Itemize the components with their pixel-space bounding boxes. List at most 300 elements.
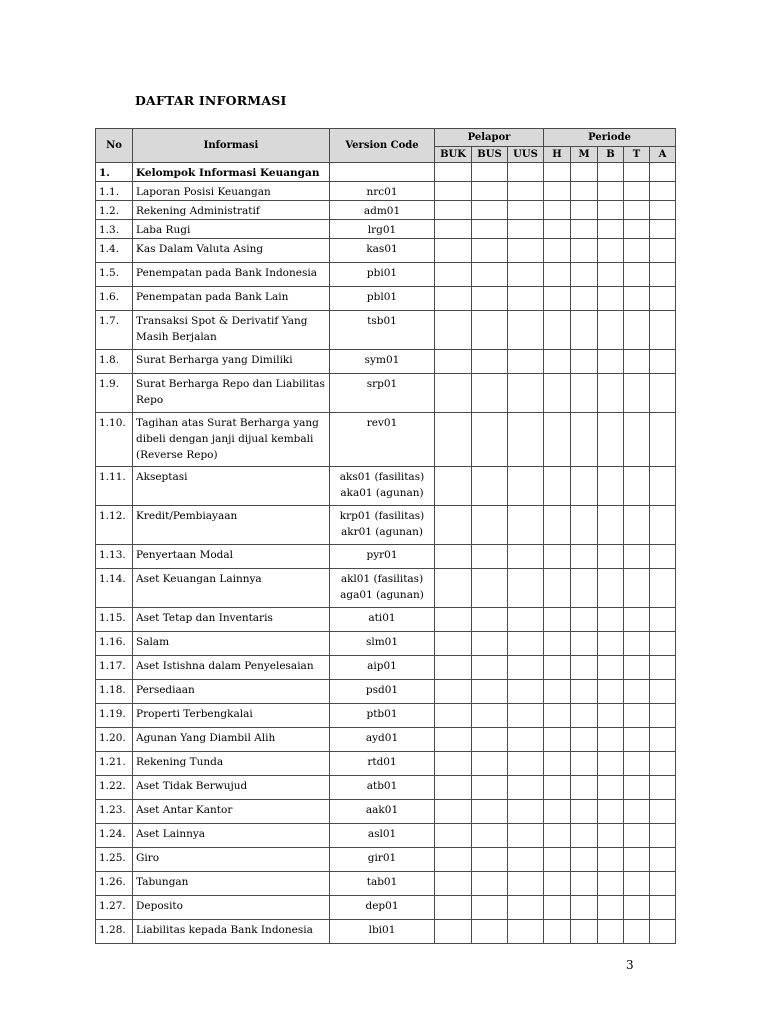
cell-b [598, 467, 624, 506]
cell-h [544, 569, 571, 608]
header-periode-h: H [544, 147, 571, 163]
version-code-line: aks01 (fasilitas) [339, 471, 425, 483]
cell-uus [508, 728, 544, 752]
cell-buk [435, 545, 472, 569]
cell-m [571, 824, 598, 848]
cell-buk [435, 239, 472, 263]
row-version-code [330, 680, 435, 704]
row-informasi [133, 728, 330, 752]
row-informasi [133, 239, 330, 263]
cell-b [598, 350, 624, 374]
cell-b [598, 752, 624, 776]
version-code-line: rev01 [366, 417, 398, 429]
cell-buk [435, 776, 472, 800]
header-pelapor: Pelapor [435, 129, 544, 147]
cell-uus [508, 608, 544, 632]
informasi-line: Tagihan atas Surat Berharga yang [136, 417, 319, 429]
informasi-line: Aset Istishna dalam Penyelesaian [136, 660, 314, 672]
cell-a [650, 920, 676, 944]
cell-uus [508, 287, 544, 311]
informasi-line: Penyertaan Modal [136, 549, 233, 561]
table-row [96, 467, 676, 506]
cell-uus [508, 374, 544, 413]
cell-a [650, 776, 676, 800]
cell-m [571, 350, 598, 374]
cell-m [571, 182, 598, 201]
table-row [96, 848, 676, 872]
cell-b [598, 287, 624, 311]
cell-a [650, 239, 676, 263]
cell-b [598, 163, 624, 182]
cell-m [571, 848, 598, 872]
informasi-line: Aset Antar Kantor [136, 804, 233, 816]
cell-buk [435, 632, 472, 656]
cell-bus [472, 704, 508, 728]
cell-h [544, 608, 571, 632]
table-row [96, 239, 676, 263]
row-number: 1.10. [96, 413, 133, 467]
row-informasi [133, 896, 330, 920]
table-row [96, 896, 676, 920]
cell-t [624, 800, 650, 824]
row-version-code [330, 608, 435, 632]
row-informasi [133, 263, 330, 287]
row-version-code [330, 776, 435, 800]
cell-h [544, 163, 571, 182]
row-informasi [133, 467, 330, 506]
cell-h [544, 350, 571, 374]
version-code-line: dep01 [365, 900, 399, 912]
version-code-line: akl01 (fasilitas) [340, 573, 424, 585]
row-informasi [133, 182, 330, 201]
cell-uus [508, 350, 544, 374]
version-code-line: kas01 [366, 243, 398, 255]
row-version-code [330, 163, 435, 182]
document-title: DAFTAR INFORMASI [135, 93, 287, 108]
cell-uus [508, 632, 544, 656]
row-version-code [330, 704, 435, 728]
version-code-line: sym01 [364, 354, 400, 366]
cell-m [571, 220, 598, 239]
cell-a [650, 728, 676, 752]
version-code-line: akr01 (agunan) [340, 526, 424, 538]
table-row [96, 728, 676, 752]
version-code-line: aga01 (agunan) [340, 589, 424, 601]
cell-buk [435, 163, 472, 182]
cell-buk [435, 569, 472, 608]
cell-a [650, 413, 676, 467]
row-number: 1.25. [96, 848, 133, 872]
row-number: 1.11. [96, 467, 133, 506]
cell-h [544, 752, 571, 776]
cell-t [624, 374, 650, 413]
cell-t [624, 311, 650, 350]
informasi-line: Aset Keuangan Lainnya [136, 573, 262, 585]
table-row [96, 680, 676, 704]
row-version-code [330, 920, 435, 944]
table-row [96, 872, 676, 896]
informasi-line: Persediaan [136, 684, 195, 696]
informasi-line: Penempatan pada Bank Lain [136, 291, 289, 303]
cell-m [571, 287, 598, 311]
table-row [96, 220, 676, 239]
cell-uus [508, 569, 544, 608]
cell-a [650, 656, 676, 680]
cell-a [650, 632, 676, 656]
cell-uus [508, 467, 544, 506]
table-row [96, 776, 676, 800]
page-number: 3 [626, 958, 634, 972]
cell-bus [472, 239, 508, 263]
row-number: 1.26. [96, 872, 133, 896]
cell-m [571, 545, 598, 569]
cell-a [650, 163, 676, 182]
cell-b [598, 656, 624, 680]
cell-h [544, 704, 571, 728]
cell-uus [508, 656, 544, 680]
cell-b [598, 263, 624, 287]
cell-bus [472, 220, 508, 239]
informasi-line: Transaksi Spot & Derivatif Yang [136, 315, 308, 327]
cell-t [624, 776, 650, 800]
cell-uus [508, 239, 544, 263]
informasi-line: Aset Tetap dan Inventaris [136, 612, 273, 624]
cell-h [544, 311, 571, 350]
table-row [96, 287, 676, 311]
cell-h [544, 776, 571, 800]
cell-m [571, 506, 598, 545]
cell-buk [435, 311, 472, 350]
cell-bus [472, 656, 508, 680]
cell-bus [472, 506, 508, 545]
version-code-line: nrc01 [366, 186, 398, 198]
version-code-line: rtd01 [367, 756, 397, 768]
cell-bus [472, 728, 508, 752]
table-row [96, 545, 676, 569]
cell-t [624, 201, 650, 220]
table-row [96, 263, 676, 287]
row-number: 1.5. [96, 263, 133, 287]
version-code-line: krp01 (fasilitas) [339, 510, 425, 522]
table-body [96, 163, 676, 944]
header-periode-t: T [624, 147, 650, 163]
cell-t [624, 704, 650, 728]
cell-buk [435, 350, 472, 374]
cell-uus [508, 545, 544, 569]
row-number: 1.12. [96, 506, 133, 545]
row-version-code [330, 220, 435, 239]
cell-t [624, 467, 650, 506]
row-informasi [133, 704, 330, 728]
cell-h [544, 506, 571, 545]
cell-h [544, 545, 571, 569]
cell-b [598, 182, 624, 201]
informasi-line: Repo [136, 394, 164, 406]
row-informasi [133, 311, 330, 350]
cell-t [624, 506, 650, 545]
cell-m [571, 413, 598, 467]
cell-bus [472, 848, 508, 872]
table-row [96, 569, 676, 608]
cell-buk [435, 201, 472, 220]
cell-h [544, 374, 571, 413]
cell-uus [508, 506, 544, 545]
cell-t [624, 220, 650, 239]
table-row [96, 506, 676, 545]
row-version-code [330, 656, 435, 680]
cell-a [650, 680, 676, 704]
informasi-line: Surat Berharga Repo dan Liabilitas [136, 378, 325, 390]
version-code-line: psd01 [365, 684, 399, 696]
cell-buk [435, 374, 472, 413]
row-version-code [330, 752, 435, 776]
informasi-line: Properti Terbengkalai [136, 708, 253, 720]
cell-bus [472, 800, 508, 824]
cell-a [650, 608, 676, 632]
cell-a [650, 374, 676, 413]
version-code-line: pbi01 [366, 267, 398, 279]
version-code-line: aak01 [365, 804, 399, 816]
cell-b [598, 680, 624, 704]
cell-b [598, 608, 624, 632]
row-version-code [330, 239, 435, 263]
cell-b [598, 704, 624, 728]
header-periode: Periode [544, 129, 676, 147]
row-informasi [133, 920, 330, 944]
row-number: 1.1. [96, 182, 133, 201]
cell-buk [435, 680, 472, 704]
cell-b [598, 311, 624, 350]
cell-h [544, 824, 571, 848]
cell-t [624, 239, 650, 263]
cell-b [598, 632, 624, 656]
row-number: 1.14. [96, 569, 133, 608]
row-informasi [133, 608, 330, 632]
cell-m [571, 239, 598, 263]
cell-h [544, 632, 571, 656]
row-version-code [330, 201, 435, 220]
row-version-code [330, 413, 435, 467]
row-informasi [133, 656, 330, 680]
row-informasi [133, 824, 330, 848]
cell-m [571, 608, 598, 632]
cell-bus [472, 182, 508, 201]
cell-buk [435, 506, 472, 545]
row-informasi [133, 506, 330, 545]
cell-buk [435, 182, 472, 201]
cell-m [571, 800, 598, 824]
header-version-code: Version Code [330, 129, 435, 163]
informasi-line: Akseptasi [136, 471, 188, 483]
row-version-code [330, 824, 435, 848]
row-informasi [133, 680, 330, 704]
informasi-line: Surat Berharga yang Dimiliki [136, 354, 293, 366]
cell-b [598, 374, 624, 413]
cell-m [571, 656, 598, 680]
row-informasi [133, 545, 330, 569]
row-informasi [133, 350, 330, 374]
cell-m [571, 163, 598, 182]
cell-buk [435, 656, 472, 680]
version-code-line: tsb01 [367, 315, 397, 327]
cell-h [544, 201, 571, 220]
cell-t [624, 872, 650, 896]
cell-t [624, 896, 650, 920]
cell-m [571, 467, 598, 506]
informasi-line: Penempatan pada Bank Indonesia [136, 267, 317, 279]
cell-bus [472, 350, 508, 374]
version-code-line: lrg01 [367, 224, 397, 236]
cell-h [544, 413, 571, 467]
cell-h [544, 263, 571, 287]
row-number: 1.13. [96, 545, 133, 569]
table-row [96, 374, 676, 413]
table-row [96, 608, 676, 632]
row-version-code [330, 569, 435, 608]
cell-b [598, 896, 624, 920]
header-periode-m: M [571, 147, 598, 163]
version-code-line: aip01 [367, 660, 397, 672]
row-version-code [330, 506, 435, 545]
cell-h [544, 872, 571, 896]
cell-t [624, 163, 650, 182]
version-code-line: ati01 [368, 612, 396, 624]
cell-t [624, 680, 650, 704]
cell-uus [508, 824, 544, 848]
row-informasi [133, 374, 330, 413]
cell-uus [508, 182, 544, 201]
cell-h [544, 239, 571, 263]
table-row [96, 704, 676, 728]
version-code-line: tab01 [366, 876, 398, 888]
cell-uus [508, 800, 544, 824]
row-version-code [330, 848, 435, 872]
cell-a [650, 182, 676, 201]
cell-h [544, 220, 571, 239]
row-number: 1.21. [96, 752, 133, 776]
informasi-line: Deposito [136, 900, 183, 912]
cell-m [571, 704, 598, 728]
row-informasi [133, 569, 330, 608]
cell-b [598, 728, 624, 752]
row-informasi [133, 201, 330, 220]
cell-bus [472, 608, 508, 632]
cell-buk [435, 872, 472, 896]
cell-uus [508, 263, 544, 287]
cell-a [650, 848, 676, 872]
table-row [96, 182, 676, 201]
table-row [96, 824, 676, 848]
row-version-code [330, 467, 435, 506]
cell-a [650, 800, 676, 824]
cell-bus [472, 569, 508, 608]
informasi-line: Agunan Yang Diambil Alih [136, 732, 276, 744]
cell-b [598, 239, 624, 263]
cell-buk [435, 920, 472, 944]
row-version-code [330, 800, 435, 824]
cell-bus [472, 374, 508, 413]
cell-m [571, 776, 598, 800]
cell-bus [472, 752, 508, 776]
cell-t [624, 656, 650, 680]
informasi-line: dibeli dengan janji dijual kembali [136, 433, 314, 445]
row-number: 1.16. [96, 632, 133, 656]
cell-bus [472, 413, 508, 467]
row-number: 1.9. [96, 374, 133, 413]
cell-bus [472, 163, 508, 182]
row-number: 1.24. [96, 824, 133, 848]
header-no: No [96, 129, 133, 163]
cell-uus [508, 872, 544, 896]
cell-a [650, 467, 676, 506]
informasi-line: (Reverse Repo) [136, 449, 218, 461]
cell-h [544, 680, 571, 704]
cell-b [598, 800, 624, 824]
cell-t [624, 848, 650, 872]
cell-m [571, 569, 598, 608]
cell-h [544, 287, 571, 311]
cell-bus [472, 632, 508, 656]
informasi-line: Masih Berjalan [136, 331, 217, 343]
cell-a [650, 872, 676, 896]
cell-buk [435, 896, 472, 920]
informasi-line: Kredit/Pembiayaan [136, 510, 238, 522]
table-group-row [96, 163, 676, 182]
row-informasi [133, 632, 330, 656]
row-number: 1.6. [96, 287, 133, 311]
row-informasi [133, 752, 330, 776]
cell-buk [435, 287, 472, 311]
cell-bus [472, 920, 508, 944]
cell-h [544, 848, 571, 872]
cell-h [544, 656, 571, 680]
cell-uus [508, 752, 544, 776]
row-number: 1.28. [96, 920, 133, 944]
table-row [96, 632, 676, 656]
informasi-line: Liabilitas kepada Bank Indonesia [136, 924, 313, 936]
cell-uus [508, 311, 544, 350]
row-informasi [133, 287, 330, 311]
cell-t [624, 413, 650, 467]
informasi-line: Laba Rugi [136, 224, 191, 236]
version-code-line: ptb01 [366, 708, 398, 720]
row-number: 1.4. [96, 239, 133, 263]
header-pelapor-uus: UUS [508, 147, 544, 163]
cell-b [598, 201, 624, 220]
cell-t [624, 752, 650, 776]
row-version-code [330, 263, 435, 287]
row-number: 1.15. [96, 608, 133, 632]
cell-t [624, 824, 650, 848]
cell-buk [435, 467, 472, 506]
row-informasi [133, 163, 330, 182]
cell-bus [472, 872, 508, 896]
cell-t [624, 608, 650, 632]
cell-bus [472, 287, 508, 311]
row-number: 1. [96, 163, 133, 182]
cell-uus [508, 413, 544, 467]
version-code-line: asl01 [367, 828, 397, 840]
table-row [96, 752, 676, 776]
row-number: 1.7. [96, 311, 133, 350]
cell-t [624, 350, 650, 374]
cell-buk [435, 752, 472, 776]
cell-b [598, 872, 624, 896]
cell-b [598, 776, 624, 800]
row-number: 1.20. [96, 728, 133, 752]
row-number: 1.27. [96, 896, 133, 920]
cell-uus [508, 776, 544, 800]
